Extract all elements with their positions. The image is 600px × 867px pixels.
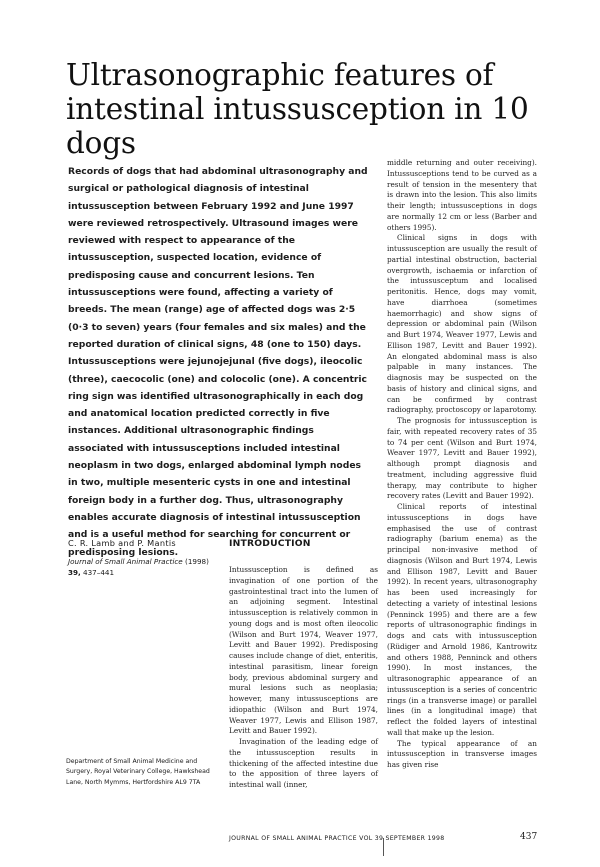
- citation-year: (1998): [185, 557, 209, 566]
- body-paragraph: Clinical reports of intestinal intussusceptions in dogs have emphasised the use of contrast radiography (barium enema) as the principal non-invasive method of diagnosis (Wilson and Burt 1974, Lewis and Ellison 1987, Levitt and Bauer 1992). In recent years, ultrasonography has been used increasingly for detecting a variety of intestinal lesions (Penninck 1995) and there are a few reports of ultrasonographic findings in dogs and cats with intussusception (Rüdiger and Arnold 1986, Kantrowitz and others 1988, Penninck and others 1990). In most instances, the ultrasonographic appearance of an intussusception is a series of concentric rings (in a transverse image) or parallel lines (in a longitudinal image) that reflect the folded layers of intestinal wall that make up the lesion.: [387, 502, 537, 737]
- journal-footer: JOURNAL OF SMALL ANIMAL PRACTICE VOL 39 SEPTEMBER 1998: [229, 835, 445, 842]
- abstract: Records of dogs that had abdominal ultrasonography and surgical or pathological diagnosis of intestinal intussusception between February 1992 and June 1997 were reviewed retrospectively. Ultrasound images were reviewed with respect to appearance of the intussusception, suspected location, evidence of predisposing cause and concurrent lesions. Ten intussusceptions were found, affecting a variety of breeds. The mean (range) age of affected dogs was 2·5 (0·3 to seven) years (four females and six males) and the reported duration of clinical signs, 48 (one to 150) days. Intussusceptions were jejunojejunal (five dogs), ileocolic (three), caecocolic (one) and colocolic (one). A concentric ring sign was identified ultrasonographically in each dog and anatomical location predicted correctly in five instances. Additional ultrasonographic findings associated with intussusceptions included intestinal neoplasm in two dogs, enlarged abdominal lymph nodes in two, multiple mesenteric cysts in one and intestinal foreign body in a further dog. Thus, ultrasonography enables accurate diagnosis of intestinal intussusception and is a useful method for searching for concurrent or predisposing lesions.: [68, 166, 368, 558]
- authors: C. R. Lamb and P. Mantis: [68, 538, 176, 548]
- citation-volume: 39,: [68, 568, 81, 577]
- right-column: [387, 158, 537, 771]
- introduction-column: [229, 538, 378, 791]
- author-affiliation: Department of Small Animal Medicine and Surgery, Royal Veterinary College, Hawkshead Lane, North Mymms, Hertfordshire AL9 7TA: [66, 758, 210, 786]
- intro-paragraph: Intussusception is defined as invagination of one portion of the gastrointestinal tract into the lumen of an adjoining segment. Intestinal intussusception is relatively common in young dogs and is most often ileocolic (Wilson and Burt 1974, Weaver 1977, Levitt and Bauer 1992). Predisposing causes include change of diet, enteritis, intestinal parasitism, linear foreign body, previous abdominal surgery and mural lesions such as neoplasia; however, many intussusceptions are idiopathic (Wilson and Burt 1974, Weaver 1977, Lewis and Ellison 1987, Levitt and Bauer 1992).: [229, 565, 378, 736]
- body-paragraph: The typical appearance of an intussusception in transverse images has given rise: [387, 738, 537, 769]
- body-paragraph: Clinical signs in dogs with intussusception are usually the result of partial intestinal obstruction, bacterial overgrowth, ischaemia or infarction of the intussusceptum and localised peritonitis. Hence, dogs may vomit, have diarrhoea (sometimes haemorrhagic) and show signs of depression or abdominal pain (Wilson and Burt 1974, Weaver 1977, Lewis and Ellison 1987, Levitt and Bauer 1992). An elongated abdominal mass is also palpable in many instances. The diagnosis may be suspected on the basis of history and clinical signs, and can be confirmed by contrast radiography, proctoscopy or laparotomy.: [387, 233, 537, 415]
- body-paragraph: middle returning and outer receiving). Intussusceptions tend to be curved as a result of tension in the mesentery that is drawn into the lesion. This also limits their length; intussusceptions in dogs are normally 12 cm or less (Barber and others 1995).: [387, 158, 537, 232]
- introduction-heading: INTRODUCTION: [229, 538, 311, 549]
- page-number: 437: [520, 832, 538, 842]
- citation-journal: Journal of Small Animal Practice: [68, 557, 183, 566]
- citation: [68, 556, 218, 578]
- intro-paragraph: Invagination of the leading edge of the intussusception results in thickening of the affected intestine due to the apposition of three layers of intestinal wall (inner,: [229, 737, 378, 789]
- body-paragraph: The prognosis for intussusception is fair, with repeated recovery rates of 35 to 74 per cent (Wilson and Burt 1974, Weaver 1977, Levitt and Bauer 1992), although prompt diagnosis and treatment, including aggressive fluid therapy, may contribute to higher recovery rates (Levitt and Bauer 1992).: [387, 416, 537, 501]
- citation-pages: 437–441: [83, 568, 115, 577]
- article-title: Ultrasonographic features of intestinal intussusception in 10 dogs: [66, 58, 529, 160]
